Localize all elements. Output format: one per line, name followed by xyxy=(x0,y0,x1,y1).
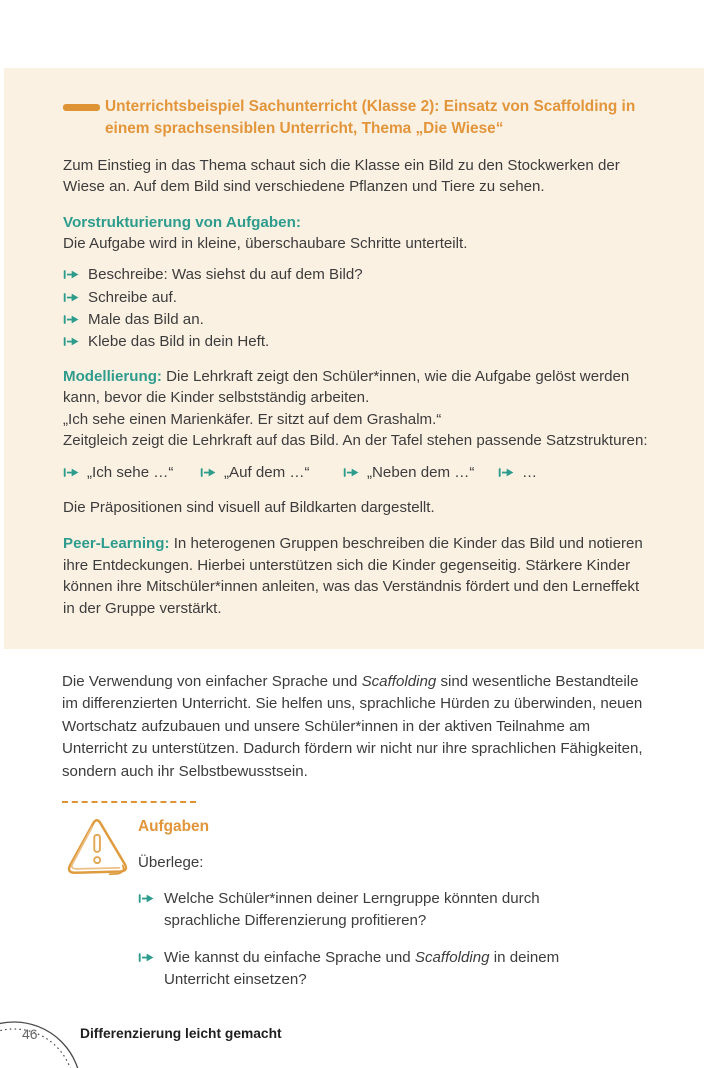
arrow-bullet-icon xyxy=(63,292,79,303)
sentence-starter xyxy=(200,462,343,483)
arrow-bullet-icon xyxy=(200,467,216,478)
task2-part2: in deinem Unterricht einsetzen? xyxy=(164,948,560,988)
dashed-divider xyxy=(62,801,196,803)
modellierung-quote: „Ich sehe einen Marienkäfer. Er sitzt auf dem Grashalm.“ xyxy=(63,410,442,428)
list-item xyxy=(63,287,650,308)
modellierung-text2: Zeitgleich zeigt die Lehrkraft auf das Bild. An der Tafel stehen passende Satzstrukturen: xyxy=(63,432,648,450)
summary-paragraph xyxy=(62,671,654,783)
arrow-bullet-icon xyxy=(63,314,79,325)
sentence-starter xyxy=(63,462,200,483)
sentence-starter-label: „Neben dem …“ xyxy=(367,464,475,482)
list-item xyxy=(63,331,650,352)
arrow-bullet-icon xyxy=(343,467,359,478)
praepositionen-note: Die Präpositionen sind visuell auf Bildkarten dargestellt. xyxy=(63,498,435,516)
tasks-content xyxy=(138,815,708,991)
arrow-bullet-icon xyxy=(138,893,154,904)
footer-book-title: Differenzierung leicht gemacht xyxy=(80,1026,282,1041)
modellierung-paragraph xyxy=(63,366,650,452)
arrow-bullet-icon xyxy=(138,952,154,963)
sentence-starter xyxy=(343,462,498,483)
arrow-bullet-icon xyxy=(498,467,514,478)
arrow-bullet-icon xyxy=(63,467,79,478)
task2-part1: Wie kannst du einfache Sprache und xyxy=(164,948,415,966)
page-number: 46 xyxy=(22,1026,38,1042)
list-item-label: Klebe das Bild in dein Heft. xyxy=(88,333,270,351)
example-box xyxy=(4,68,704,649)
arrow-bullet-icon xyxy=(63,269,79,280)
book-page xyxy=(0,68,708,1068)
sentence-starter-label: „Ich sehe …“ xyxy=(87,464,174,482)
sentence-starters-row xyxy=(63,462,650,483)
peer-learning-label: Peer-Learning: xyxy=(63,535,170,553)
task2-italic-term: Scaffolding xyxy=(414,948,490,966)
tasks-row xyxy=(62,815,708,991)
tasks-intro: Überlege: xyxy=(138,853,204,871)
summary-part1: Die Verwendung von einfacher Sprache und xyxy=(62,672,362,690)
example-box-title: Unterrichtsbeispiel Sachunterricht (Klasse 2): Einsatz von Scaffolding in einem sprachsensiblen Unterricht, Thema „Die Wiese“ xyxy=(105,98,636,137)
modellierung-label: Modellierung: xyxy=(63,367,162,385)
sentence-starter-label: … xyxy=(522,464,538,482)
arrow-bullet-icon xyxy=(63,336,79,347)
warning-triangle-icon xyxy=(62,815,132,879)
sentence-starter xyxy=(498,462,537,483)
task-item-text xyxy=(164,947,619,991)
section-heading-vorstrukturierung: Vorstrukturierung von Aufgaben: xyxy=(63,213,301,231)
list-item-label: Schreibe auf. xyxy=(88,288,177,306)
vorstrukturierung-text: Die Aufgabe wird in kleine, überschaubare Schritte unterteilt. xyxy=(63,234,468,252)
tasks-section xyxy=(62,801,708,991)
summary-part2: sind wesentliche Bestandteile im differenzierten Unterricht. Sie helfen uns, sprachliche Hürden zu überwinden, neuen Wortschatz aufzubauen und unsere Schüler*innen in der aktiven Teilnahme am Unterricht zu unterstützen. Dadurch fördern wir nicht nur ihre sprachlichen Fähigkeiten, sondern auch ihr Selbstbewusstsein. xyxy=(62,672,643,780)
summary-italic-term: Scaffolding xyxy=(361,672,437,690)
list-item-label: Male das Bild an. xyxy=(88,311,204,329)
list-item xyxy=(63,309,650,330)
task-item-text: Welche Schüler*innen deiner Lerngruppe könnten durch sprachliche Differenzierung profitieren? xyxy=(164,889,540,929)
sentence-starter-label: „Auf dem …“ xyxy=(224,464,310,482)
example-intro: Zum Einstieg in das Thema schaut sich die Klasse ein Bild zu den Stockwerken der Wiese an. Auf dem Bild sind verschiedene Pflanzen und Tiere zu sehen. xyxy=(63,157,620,196)
modellierung-text: Die Lehrkraft zeigt den Schüler*innen, wie die Aufgabe gelöst werden kann, bevor die Kinder selbstständig arbeiten. xyxy=(63,367,630,407)
peer-learning-paragraph xyxy=(63,533,650,619)
tasks-icon-column xyxy=(62,815,138,884)
task-item xyxy=(138,888,708,932)
vorstrukturierung-bullet-list xyxy=(63,264,650,353)
title-dash-icon xyxy=(63,104,100,111)
task-item xyxy=(138,947,708,991)
peer-learning-text: In heterogenen Gruppen beschreiben die Kinder das Bild und notieren ihre Entdeckungen. Hierbei unterstützen sich die Kinder gegenseitig. Stärkere Kinder können ihre Mitschüler*innen anleiten, was das Verständnis fördert und den Lerneffekt in der Gruppe verstärkt. xyxy=(63,535,643,617)
example-box-title-row xyxy=(63,96,650,140)
list-item xyxy=(63,264,650,285)
tasks-heading: Aufgaben xyxy=(138,817,209,835)
list-item-label: Beschreibe: Was siehst du auf dem Bild? xyxy=(88,266,363,284)
page-corner-circle-decoration xyxy=(0,996,92,1068)
